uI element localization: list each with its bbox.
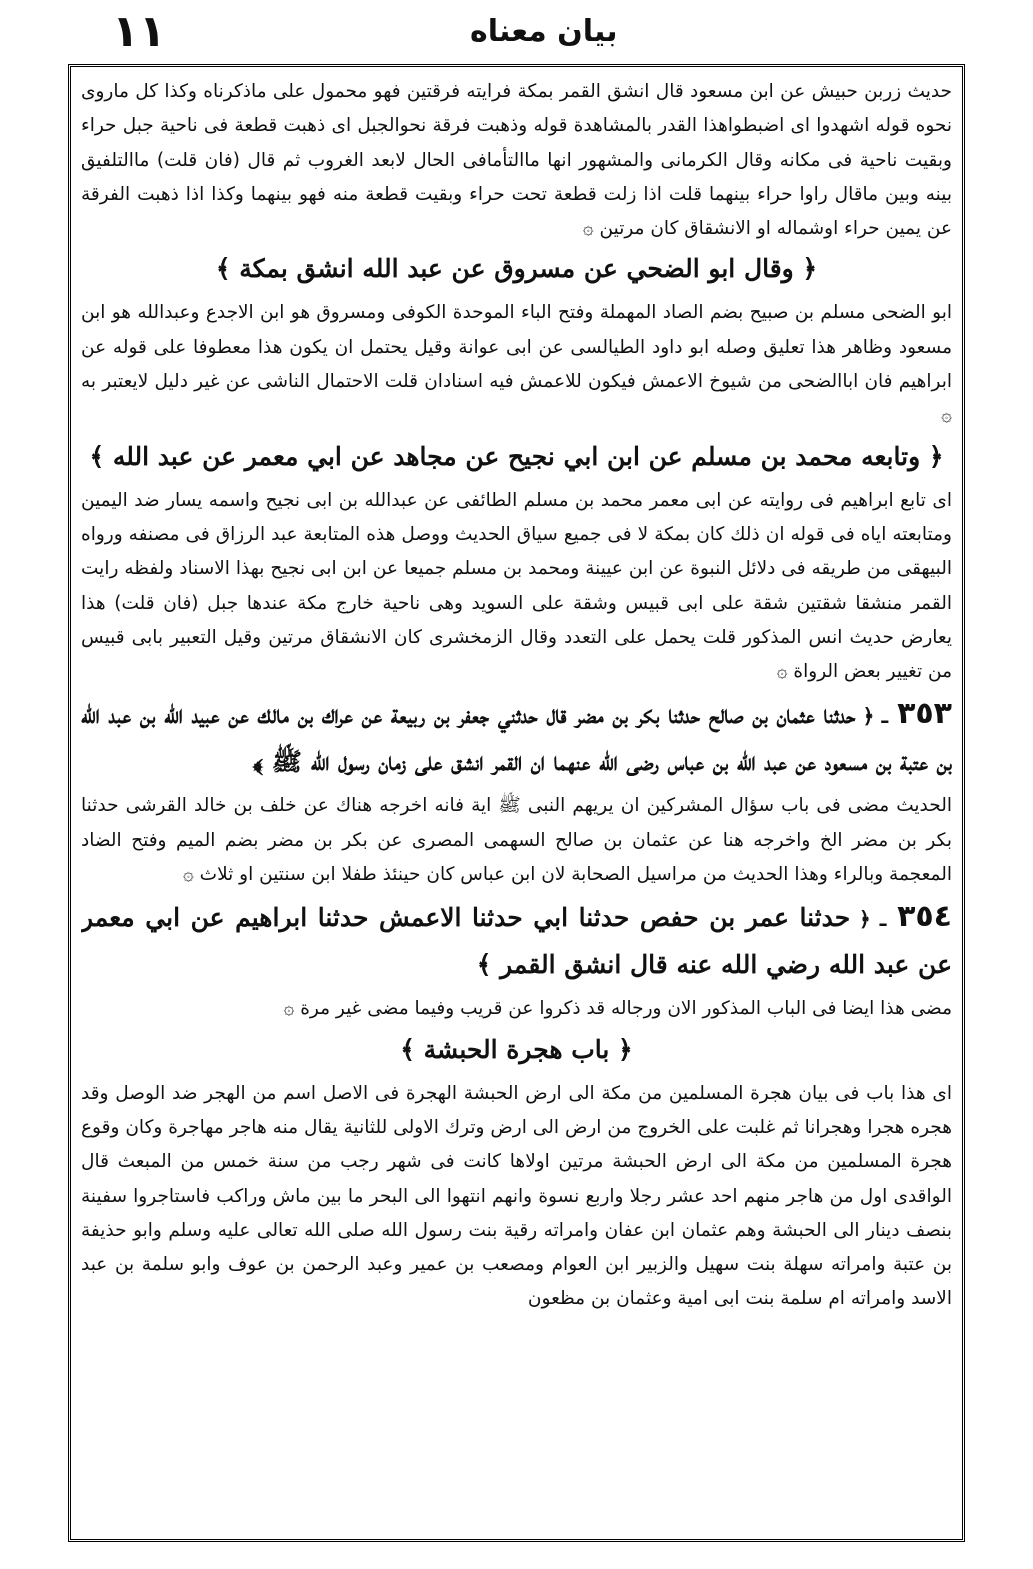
hadith-text: [81, 894, 952, 988]
hadith-body: حدثنا عمر بن حفص حدثنا ابي حدثنا الاعمش حدثنا ابراهيم عن ابي معمر عن عبد الله رضي الله عنه قال انشق القمر ﴾: [81, 903, 952, 980]
chapter-heading: ﴿ باب هجرة الحبشة ﴾: [400, 1034, 633, 1064]
hadith-number: ٣٥٣: [897, 696, 952, 732]
page-number: ١١: [112, 6, 166, 57]
commentary-paragraph: مضى هذا ايضا فى الباب المذكور الان ورجاله قد ذكروا عن قريب وفيما مضى غير مرة ۞: [283, 998, 952, 1020]
running-title: بيان معناه: [470, 14, 618, 49]
hadith-separator: ـ ﴿: [855, 704, 889, 729]
commentary-paragraph: اى هذا باب فى بيان هجرة المسلمين من مكة الى ارض الحبشة الهجرة فى الاصل اسم من الهجر ضد الوصل وقد هجره هجرا وهجرانا ثم غلبت على الخروج من ارض الى ارض وترك الاولى للثانية يقال منه هاجر مهاجرة وكان وقوع هجرة المسلمين من مكة الى ارض الحبشة مرتين اولاها كانت فى شهر رجب من سنة خمس من المبعث قال الواقدى اول من هاجر منهم احد عشر رجلا واربع نسوة وانهم انتهوا الى البحر ما بين ماش وراكب فاستاجروا سفينة بنصف دينار الى الحبشة وهم عثمان ابن عفان وامراته رقية بنت رسول الله صلى الله تعالى عليه وسلم وابو حذيفة بن عتبة وامراته سهلة بنت سهيل والزبير ابن العوام ومصعب بن عمير وعبد الرحمن بن عوف وابو سلمة بن عبد الاسد وامراته ام سلمة بنت ابى امية وعثمان بن مظعون: [81, 1082, 952, 1310]
commentary-paragraph: ابو الضحى مسلم بن صبيح بضم الصاد المهملة وفتح الباء الموحدة الكوفى ومسروق هو ابن الاجدع وعبدالله هو ابن مسعود وظاهر هذا تعليق وصله ابو داود الطيالسى عن ابى عوانة وقيل يحتمل ان يكون هذا معطوفا على قوله عن ابراهيم فان اباالضحى من شيوخ الاعمش فيكون للاعمش فيه اسنادان قلت الاحتمال الناشى عن غير دليل لايعتبر به ۞: [81, 302, 952, 427]
hadith-text: [81, 691, 952, 785]
page-header: [0, 0, 1033, 62]
hadith-body: حدثنا عثمان بن صالح حدثنا بكر بن مضر قال حدثني جعفر بن ربيعة عن عراك بن مالك عن عبيد الله بن عبد الله بن عتبة بن مسعود عن عبد الله بن عباس رضى الله عنهما ان القمر انشق على زمان رسول الله ﷺ ﴾: [81, 700, 952, 777]
page-body: [81, 75, 952, 1531]
section-heading: ﴿ وتابعه محمد بن مسلم عن ابن ابي نجيح عن مجاهد عن ابي معمر عن عبد الله ﴾: [89, 441, 944, 471]
commentary-paragraph: الحديث مضى فى باب سؤال المشركين ان يريهم النبى ﷺ اية فانه اخرجه هناك عن خلف بن خالد القرشى حدثنا بكر بن مضر الخ واخرجه هنا عن عثمان بن صالح السهمى المصرى عن بكر بن مضر بضم الميم وفتح الضاد المعجمة وبالراء وهذا الحديث من مراسيل الصحابة لان ابن عباس كان حينئذ طفلا ابن سنتين او ثلاث ۞: [81, 795, 952, 886]
commentary-paragraph: حديث زربن حبيش عن ابن مسعود قال انشق القمر بمكة فرايته فرقتين فهو محمول على ماذكرناه وكذا كل ماروى نحوه قوله اشهدوا اى اضبطواهذا القدر بالمشاهدة قوله وذهبت فرقة نحوالجبل اى ذهبت قطعة فى ناحية جبل حراء وبقيت ناحية فى مكانه وقال الكرمانى والمشهور انها ماالتأمافى الحال لابعد الغروب ثم قال (فان قلت) ماالتلفيق بينه وبين ماقال راوا حراء بينهما قلت اذا زلت قطعة تحت حراء وبقيت قطعة منه فهو بينهما وكذا اذا ذهبت الفرقة عن يمين حراء اوشماله او الانشقاق كان مرتين ۞: [81, 81, 952, 240]
text-frame: [68, 64, 965, 1542]
hadith-number: ٣٥٤: [897, 899, 952, 935]
hadith-separator: ـ ﴿: [850, 907, 887, 932]
commentary-paragraph: اى تابع ابراهيم فى روايته عن ابى معمر محمد بن مسلم الطائفى عن عبدالله بن ابى نجيح واسمه يسار ضد اليمين ومتابعته اياه فى قوله ان ذلك كان بمكة لا فى جميع سياق الحديث ووصل هذه المتابعة عبد الرزاق فى مصنفه ورواه البيهقى من طريقه فى دلائل النبوة عن ابن عيينة ومحمد بن مسلم جميعا عن ابن ابى نجيح بهذا الاسناد ولفظه رايت القمر منشقا شقتين شقة على ابى قبيس وشقة على السويد وهى ناحية خارج مكة عندها جبل (فان قلت) هذا يعارض حديث انس المذكور قلت يحمل على التعدد وقال الزمخشرى كان الانشقاق مرتين وقيل التعبير بابى قبيس من تغيير بعض الرواة ۞: [81, 489, 952, 683]
section-heading: ﴿ وقال ابو الضحي عن مسروق عن عبد الله انشق بمكة ﴾: [215, 254, 818, 284]
